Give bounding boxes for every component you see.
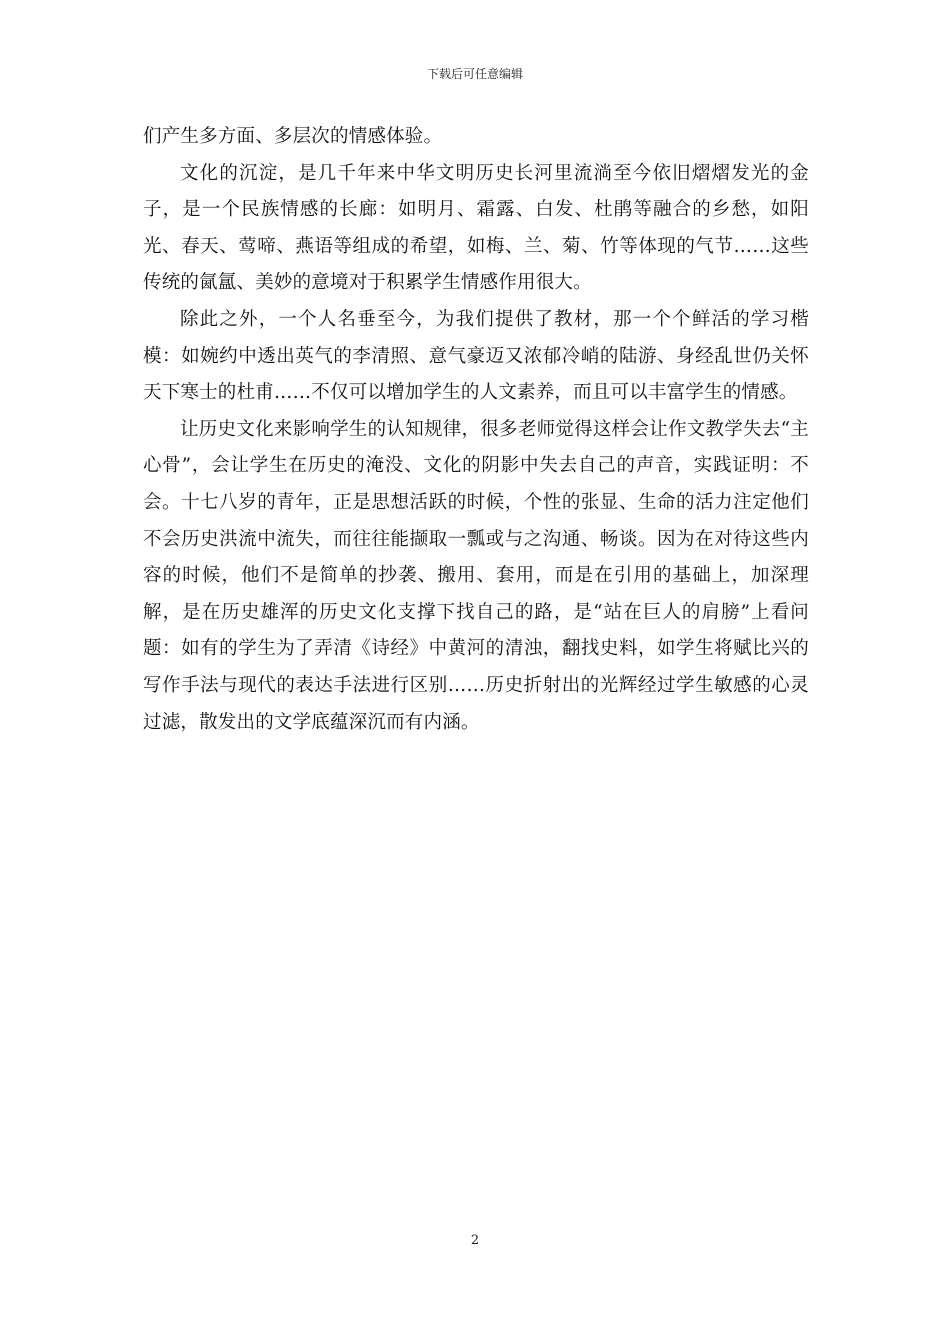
- page-header: 下载后可任意编辑: [426, 67, 523, 81]
- document-body: [143, 119, 809, 741]
- page-number: 2: [470, 1233, 480, 1248]
- paragraph-cultural-sediment: 文化的沉淀，是几千年来中华文明历史长河里流淌至今依旧熠熠发光的金子，是一个民族情感的长廊：如明月、霜露、白发、杜鹃等融合的乡愁，如阳光、春天、莺啼、燕语等组成的希望，如梅、兰、菊、竹等体现的气节……这些传统的氤氲、美妙的意境对于积累学生情感作用很大。: [143, 162, 809, 294]
- paragraph-history-influence: 让历史文化来影响学生的认知规律，很多老师觉得这样会让作文教学失去“主心骨”，会让学生在历史的淹没、文化的阴影中失去自己的声音，实践证明：不会。十七八岁的青年，正是思想活跃的时候，个性的张显、生命的活力注定他们不会历史洪流中流失，而往往能撷取一瓢或与之沟通、畅谈。因为在对待这些内容的时候，他们不是简单的抄袭、搬用、套用，而是在引用的基础上，加深理解，是在历史雄浑的历史文化支撑下找自己的路，是“站在巨人的肩膀”上看问题：如有的学生为了弄清《诗经》中黄河的清浊，翻找史料，如学生将赋比兴的写作手法与现代的表达手法进行区别……历史折射出的光辉经过学生敏感的心灵过滤，散发出的文学底蕴深沉而有内涵。: [143, 418, 809, 733]
- paragraph-continuation: 们产生多方面、多层次的情感体验。: [143, 126, 443, 147]
- paragraph-historical-figures: 除此之外，一个人名垂至今，为我们提供了教材，那一个个鲜活的学习楷模：如婉约中透出英气的李清照、意气豪迈又浓郁冷峭的陆游、身经乱世仍关怀天下寒士的杜甫……不仅可以增加学生的人文素养，而且可以丰富学生的情感。: [143, 308, 809, 404]
